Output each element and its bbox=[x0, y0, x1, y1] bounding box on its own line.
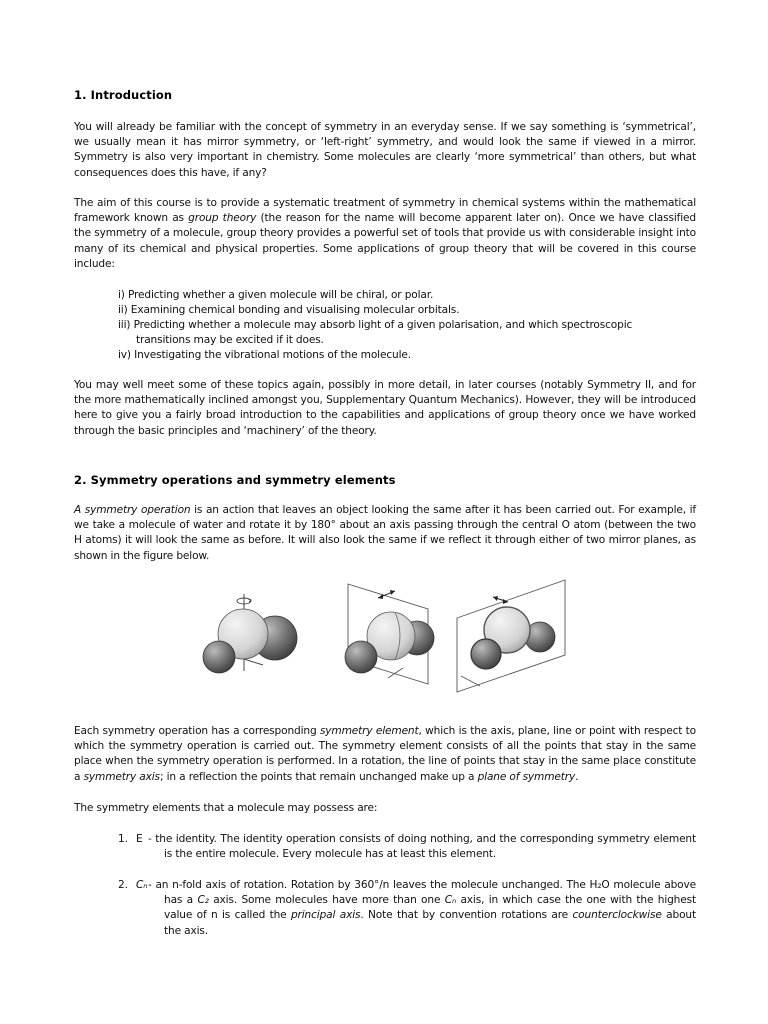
text-run: (the reason for the name will become apparent later on). Once we have classified the symmetry of a molecule, group theory provides a powerful set of tools that provide us with considerable insight into many of its chemical and physical properties. Some applications of group theory that will be covered in this course include: bbox=[74, 212, 696, 270]
intro-paragraph-1: You will already be familiar with the concept of symmetry in an everyday sense. If we say something is ‘symmetrical’, we usually mean it has mirror symmetry, or ‘left-right’ symmetry, and would look the same if viewed in a mirror. Symmetry is also very important in chemistry. Some molecules are clearly ‘more symmetrical’ than others, but what consequences does this have, if any? bbox=[74, 121, 696, 179]
list-label: iii) bbox=[118, 319, 131, 331]
list-label: iv) bbox=[118, 349, 131, 361]
list-text: Predicting whether a given molecule will be chiral, or polar. bbox=[128, 289, 434, 301]
term-counterclockwise: counterclockwise bbox=[572, 909, 662, 922]
list-text: Investigating the vibrational motions of the molecule. bbox=[134, 349, 411, 361]
term-symmetry-operation: A symmetry operation bbox=[74, 504, 191, 516]
mirror-plane-2-panel bbox=[457, 580, 565, 692]
element-symbol: E bbox=[136, 833, 143, 845]
intro-paragraph-3: You may well meet some of these topics again, possibly in more detail, in later courses (notably Symmetry II, and for the more mathematically inclined amongst you, Supplementary Quantum Mechanics). However, they will be introduced here to give you a fairly broad introduction to the capabilities and applications of group theory once we have worked through the basic principles and ‘machinery’ of the theory. bbox=[74, 379, 696, 437]
application-list-item bbox=[118, 288, 678, 303]
list-label: i) bbox=[118, 289, 125, 301]
application-list-item bbox=[118, 348, 678, 363]
text-run: , which is the axis, plane, line or point with respect to which the symmetry operation is carried out. The symmetry element consists of all the points that stay in the same place when the symmetry operation is performed. In a rotation, the line of points that stay in the same place constitute a bbox=[74, 725, 696, 783]
term-group-theory: group theory bbox=[188, 212, 257, 225]
term-c2: C₂ bbox=[197, 894, 209, 907]
term-principal-axis: principal axis bbox=[290, 909, 361, 922]
element-description: - the identity. The identity operation consists of doing nothing, and the corresponding symmetry element is the entire molecule. Every molecule has at least this element. bbox=[148, 833, 696, 861]
text-run: axis. Some molecules have more than one bbox=[208, 894, 445, 907]
mirror-plane-1-panel bbox=[345, 584, 434, 684]
list-text-continuation: transitions may be excited if it does. bbox=[136, 334, 324, 347]
symmetry-element-rotation-axis bbox=[118, 878, 696, 939]
element-symbol: Cₙ bbox=[136, 879, 148, 891]
section-heading-symmetry-operations: 2. Symmetry operations and symmetry elements bbox=[74, 473, 396, 487]
intro-paragraph-2 bbox=[74, 196, 696, 272]
text-run: about the axis. bbox=[164, 909, 696, 937]
text-run: axis, in which case the one with the highest value of n is called the bbox=[164, 894, 696, 922]
section-heading-introduction: 1. Introduction bbox=[74, 88, 173, 102]
term-symmetry-axis: symmetry axis bbox=[83, 770, 160, 783]
text-run: . Note that by convention rotations are bbox=[360, 909, 573, 922]
term-cn: Cₙ bbox=[444, 894, 457, 907]
symmetry-element-paragraph bbox=[74, 724, 696, 785]
water-symmetry-figure bbox=[195, 575, 575, 700]
application-list-item bbox=[118, 303, 678, 318]
list-label: ii) bbox=[118, 304, 128, 316]
c2-rotation-panel bbox=[203, 594, 297, 673]
elements-intro-paragraph: The symmetry elements that a molecule may possess are: bbox=[74, 802, 378, 814]
term-plane-of-symmetry: plane of symmetry bbox=[477, 770, 576, 783]
term-symmetry-element: symmetry element bbox=[319, 725, 419, 737]
text-run: - an n-fold axis of rotation. Rotation by 360°/n leaves the molecule unchanged. The H₂O molecule above has a bbox=[148, 879, 696, 907]
text-run: . bbox=[575, 770, 579, 783]
text-run: ; in a reflection the points that remain unchanged make up a bbox=[159, 770, 478, 783]
element-description bbox=[118, 878, 696, 939]
symmetry-operation-paragraph bbox=[74, 503, 696, 564]
element-number: 1. bbox=[118, 833, 128, 845]
list-text: Predicting whether a molecule may absorb light of a given polarisation, and which spectroscopic bbox=[133, 319, 633, 331]
application-list-item bbox=[118, 318, 678, 348]
symmetry-element-identity bbox=[118, 832, 696, 862]
text-run: Each symmetry operation has a corresponding bbox=[74, 725, 320, 737]
text-run: The aim of this course is to provide a systematic treatment of symmetry in chemical systems within the mathematical framework known as bbox=[74, 197, 696, 225]
list-text: Examining chemical bonding and visualising molecular orbitals. bbox=[130, 304, 460, 316]
element-number: 2. bbox=[118, 879, 128, 891]
text-run: is an action that leaves an object looking the same after it has been carried out. For example, if we take a molecule of water and rotate it by 180° about an axis passing through the central O atom (between the two H atoms) it will look the same as before. It will also look the same if we reflect it through either of two mirror planes, as shown in the figure below. bbox=[74, 504, 696, 562]
